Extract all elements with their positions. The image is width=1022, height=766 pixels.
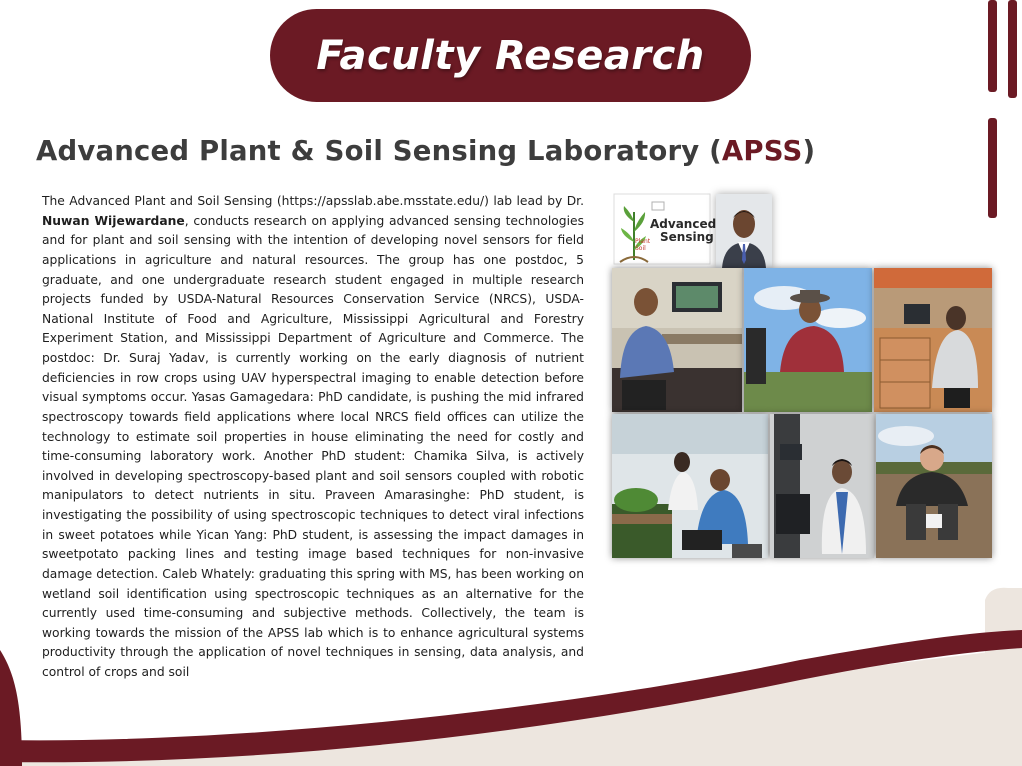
robot-lab-photo-icon	[770, 414, 874, 558]
greenhouse-photo-icon	[612, 414, 768, 558]
decorative-bar-2	[1008, 0, 1017, 98]
article-text-start: The Advanced Plant and Soil Sensing (https://apsslab.abe.msstate.edu/) lab lead by Dr.	[42, 194, 584, 208]
photo-lab-computer	[612, 268, 742, 412]
heading-text: Advanced Plant & Soil Sensing Laboratory (	[36, 135, 722, 167]
maroon-left-arc	[0, 650, 22, 766]
logo-small-1: Plant	[635, 238, 651, 245]
logo-line-1: Advanced	[650, 217, 717, 231]
lab-logo	[612, 192, 717, 266]
photo-soil-field	[876, 414, 992, 558]
heading-close: )	[802, 135, 816, 167]
lead-researcher-name: Nuwan Wijewardane	[42, 213, 185, 228]
photo-field-researcher	[744, 268, 872, 412]
article-body	[42, 192, 584, 683]
article-text-rest: , conducts research on applying advanced sensing technologies and for plant and soil sensing with the intention of developing novel sensors for field applications in agriculture and natural resources. The group has one postdoc, 5 graduate, and one undergraduate research student engaged in multiple research projects funded by USDA-Natural Resources Conservation Service (NRCS), USDA-National Institute of Food and Agriculture, Mississippi Agricultural and Forestry Experiment Station, and Mississippi Department of Agriculture and Commerce. The postdoc: Dr. Suraj Yadav, is currently working on the early diagnosis of nutrient deficiencies in row crops using UAV hyperspectral imaging to enable detection before visual symptoms occur. Yasas Gamagedara: PhD candidate, is pushing the mid infrared spectroscopy towards field applications where local NRCS field offices can utilize the technology to estimate soil properties in house eliminating the need for costly and time-consuming laboratory work. Another PhD student: Chamika Silva, is actively involved in developing spectroscopy-based plant and soil sensors coupled with robotic manipulators to detect nutrients in situ. Praveen Amarasinghe: PhD student, is investigating the possibility of using spectroscopic techniques to detect viral infections in sweet potatoes while Yican Yang: PhD student, is assessing the impact damages in sweetpotato packing lines and testing image based techniques for non-invasive damage detection. Caleb Whately: graduating this spring with MS, has been working on wetland soil identification using spectroscopic techniques as an alternative for the currently used time-consuming and subjective methods. Collectively, the team is working towards the mission of the APSS lab which is to enhance agricultural systems productivity through the application of novel techniques in sensing, data analysis, and control of crops and soil	[42, 213, 584, 679]
decorative-bar-1	[988, 0, 997, 92]
faculty-headshot	[716, 194, 772, 268]
lab-heading	[36, 135, 816, 167]
logo-line-2: Sensing	[660, 230, 714, 244]
title-banner	[270, 9, 751, 102]
logo-wordmark	[650, 218, 716, 244]
photo-collage	[608, 186, 996, 564]
photo-lab-bench	[874, 268, 992, 412]
photo-greenhouse	[612, 414, 768, 558]
photo-robot-lab	[770, 414, 874, 558]
person-portrait-icon	[716, 194, 772, 268]
logo-small-text	[635, 238, 650, 252]
heading-acronym: APSS	[721, 135, 803, 167]
banner-title: Faculty Research	[316, 32, 705, 79]
lab-bench-photo-icon	[874, 268, 992, 412]
lab-computer-photo-icon	[612, 268, 742, 412]
field-photo-icon	[744, 268, 872, 412]
logo-small-2: Soil	[635, 245, 646, 252]
soil-field-photo-icon	[876, 414, 992, 558]
